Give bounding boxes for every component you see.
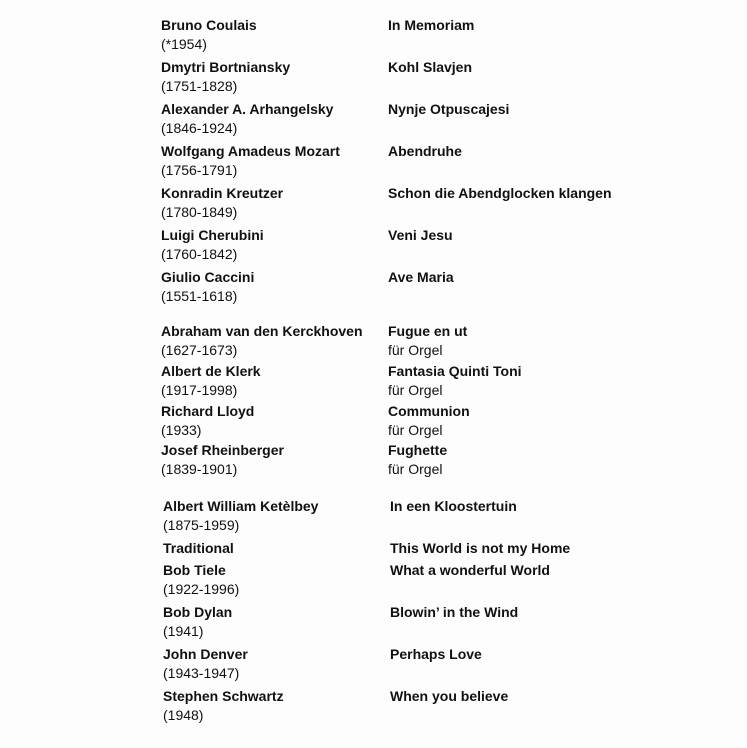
composer-name: Albert William Ketèlbey bbox=[163, 498, 319, 514]
piece-subtitle: für Orgel bbox=[388, 342, 443, 358]
piece-title: Blowin’ in the Wind bbox=[390, 604, 519, 620]
program-entry bbox=[0, 226, 747, 268]
composer-dates: (1875-1959) bbox=[163, 517, 240, 533]
composer-name: Bruno Coulais bbox=[161, 17, 257, 33]
composer-dates: (1627-1673) bbox=[161, 342, 238, 358]
composer-dates: (1756-1791) bbox=[161, 162, 238, 178]
piece-title: Schon die Abendglocken klangen bbox=[388, 185, 612, 201]
piece-title: Fughette bbox=[388, 442, 448, 458]
piece-title: Veni Jesu bbox=[388, 227, 453, 243]
composer-name: Konradin Kreutzer bbox=[161, 185, 284, 201]
piece-title: Nynje Otpuscajesi bbox=[388, 101, 510, 117]
composer-dates: (1839-1901) bbox=[161, 461, 238, 477]
program-entry bbox=[0, 603, 747, 645]
composer-name: Albert de Klerk bbox=[161, 363, 261, 379]
program-entry bbox=[0, 561, 747, 603]
program-entry bbox=[0, 58, 747, 100]
composer-name: Traditional bbox=[163, 540, 234, 556]
piece-subtitle: für Orgel bbox=[388, 461, 443, 477]
piece-title: Fugue en ut bbox=[388, 323, 468, 339]
composer-dates: (*1954) bbox=[161, 36, 207, 52]
composer-dates: (1943-1947) bbox=[163, 665, 240, 681]
composer-name: John Denver bbox=[163, 646, 248, 662]
composer-name: Stephen Schwartz bbox=[163, 688, 284, 704]
program-entry bbox=[0, 322, 747, 364]
composer-name: Dmytri Bortniansky bbox=[161, 59, 291, 75]
composer-dates: (1760-1842) bbox=[161, 246, 238, 262]
composer-name: Abraham van den Kerckhoven bbox=[161, 323, 363, 339]
piece-title: Abendruhe bbox=[388, 143, 462, 159]
composer-name: Bob Dylan bbox=[163, 604, 233, 620]
program-entry bbox=[0, 142, 747, 184]
composer-name: Wolfgang Amadeus Mozart bbox=[161, 143, 340, 159]
program-entry bbox=[0, 402, 747, 444]
piece-title: Fantasia Quinti Toni bbox=[388, 363, 522, 379]
piece-title: What a wonderful World bbox=[390, 562, 550, 578]
piece-title: Perhaps Love bbox=[390, 646, 482, 662]
composer-dates: (1922-1996) bbox=[163, 581, 240, 597]
piece-title: In een Kloostertuin bbox=[390, 498, 517, 514]
composer-name: Richard Lloyd bbox=[161, 403, 255, 419]
composer-dates: (1551-1618) bbox=[161, 288, 238, 304]
program-entry bbox=[0, 687, 747, 729]
piece-subtitle: für Orgel bbox=[388, 422, 443, 438]
composer-name: Giulio Caccini bbox=[161, 269, 255, 285]
piece-title: In Memoriam bbox=[388, 17, 475, 33]
piece-title: Ave Maria bbox=[388, 269, 454, 285]
composer-dates: (1933) bbox=[161, 422, 202, 438]
composer-name: Josef Rheinberger bbox=[161, 442, 284, 458]
composer-name: Alexander A. Arhangelsky bbox=[161, 101, 334, 117]
composer-name: Luigi Cherubini bbox=[161, 227, 264, 243]
piece-title: When you believe bbox=[390, 688, 509, 704]
composer-dates: (1941) bbox=[163, 623, 204, 639]
composer-dates: (1917-1998) bbox=[161, 382, 238, 398]
composer-name: Bob Tiele bbox=[163, 562, 226, 578]
program-entry bbox=[0, 16, 747, 58]
piece-title: This World is not my Home bbox=[390, 540, 571, 556]
piece-subtitle: für Orgel bbox=[388, 382, 443, 398]
program-entry bbox=[0, 100, 747, 142]
piece-title: Communion bbox=[388, 403, 470, 419]
program-entry bbox=[0, 268, 747, 310]
composer-dates: (1780-1849) bbox=[161, 204, 238, 220]
composer-dates: (1846-1924) bbox=[161, 120, 238, 136]
piece-title: Kohl Slavjen bbox=[388, 59, 473, 75]
program-entry bbox=[0, 362, 747, 404]
program-entry bbox=[0, 184, 747, 226]
program-entry bbox=[0, 497, 747, 539]
program-entry bbox=[0, 441, 747, 483]
composer-dates: (1751-1828) bbox=[161, 78, 238, 94]
program-entry bbox=[0, 645, 747, 687]
composer-dates: (1948) bbox=[163, 707, 204, 723]
